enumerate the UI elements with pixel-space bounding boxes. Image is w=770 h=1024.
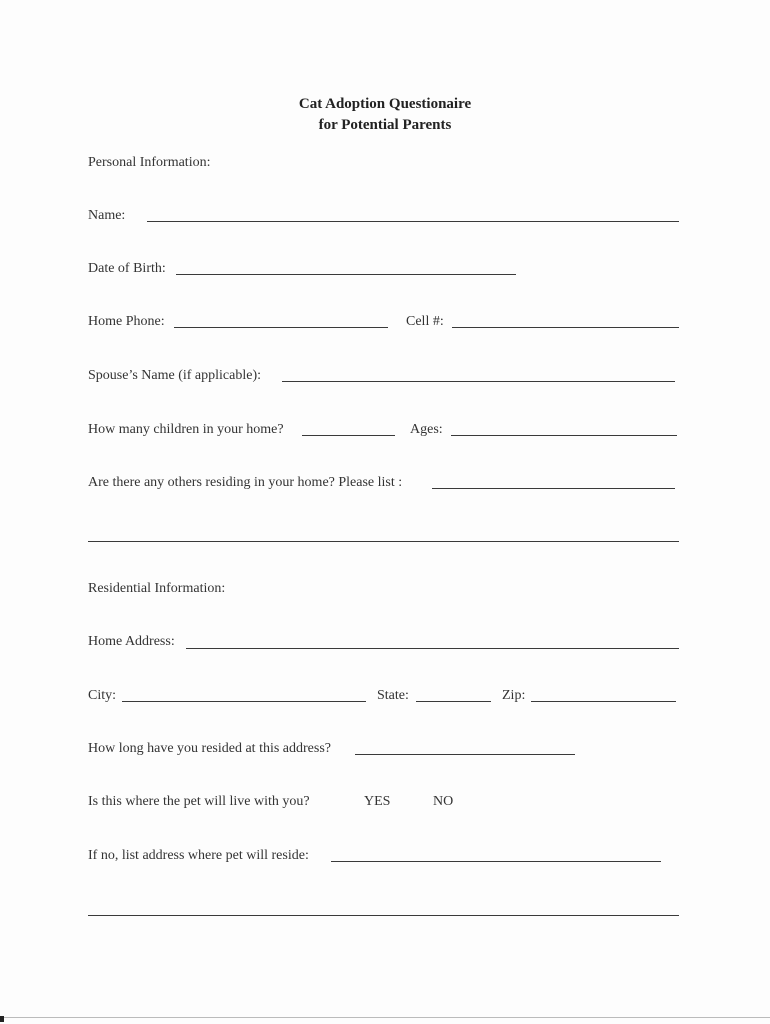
state-label: State: <box>377 688 409 703</box>
dob-field[interactable] <box>176 274 516 275</box>
if-no-field-line2[interactable] <box>88 915 679 916</box>
city-label: City: <box>88 688 117 703</box>
home-address-field[interactable] <box>186 648 679 649</box>
personal-info-heading: Personal Information: <box>88 155 211 170</box>
others-field[interactable] <box>432 488 675 489</box>
cell-label: Cell #: <box>406 314 444 329</box>
scan-edge-line <box>0 1017 770 1018</box>
children-label: How many children in your home? <box>88 422 284 437</box>
yes-option[interactable]: YES <box>364 794 391 809</box>
others-label: Are there any others residing in your home? Please list : <box>88 475 403 490</box>
how-long-label: How long have you resided at this address? <box>88 741 331 756</box>
home-address-label: Home Address: <box>88 634 175 649</box>
ages-label: Ages: <box>410 422 443 437</box>
home-phone-field[interactable] <box>174 327 388 328</box>
name-label: Name: <box>88 208 126 223</box>
name-field[interactable] <box>147 221 679 222</box>
zip-field[interactable] <box>531 701 676 702</box>
residential-info-heading: Residential Information: <box>88 581 226 596</box>
state-field[interactable] <box>416 701 491 702</box>
pet-live-label: Is this where the pet will live with you? <box>88 794 310 809</box>
if-no-field[interactable] <box>331 861 661 862</box>
if-no-label: If no, list address where pet will reside: <box>88 848 309 863</box>
city-field[interactable] <box>122 701 366 702</box>
spouse-label: Spouse’s Name (if applicable): <box>88 368 262 383</box>
zip-label: Zip: <box>502 688 526 703</box>
scan-mark <box>0 1016 4 1022</box>
ages-field[interactable] <box>451 435 677 436</box>
children-field[interactable] <box>302 435 395 436</box>
form-title: Cat Adoption Questionaire <box>298 96 472 112</box>
others-field-line2[interactable] <box>88 541 679 542</box>
spouse-field[interactable] <box>282 381 675 382</box>
cell-field[interactable] <box>452 327 679 328</box>
dob-label: Date of Birth: <box>88 261 166 276</box>
form-subtitle: for Potential Parents <box>318 117 452 133</box>
how-long-field[interactable] <box>355 754 575 755</box>
no-option[interactable]: NO <box>433 794 454 809</box>
home-phone-label: Home Phone: <box>88 314 165 329</box>
